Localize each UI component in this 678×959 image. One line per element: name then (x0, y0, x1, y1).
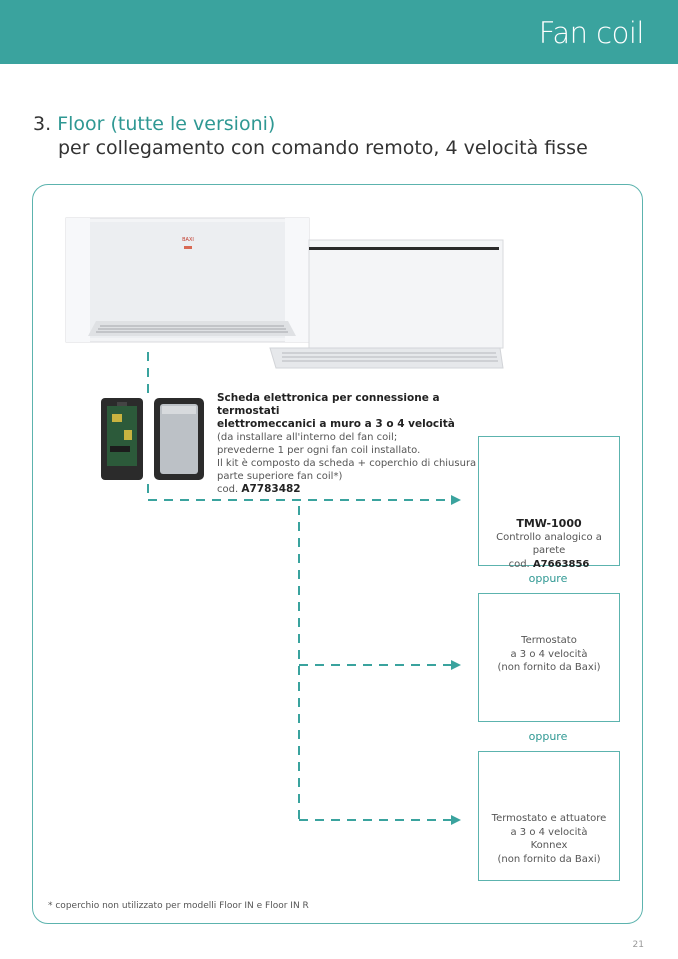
board-line2: elettromeccanici a muro a 3 o 4 velocità (217, 418, 455, 430)
section-title: Floor (tutte le versioni) (57, 113, 276, 135)
board-line4: prevederne 1 per ogni fan coil installato. (217, 445, 421, 456)
option2-line1: Termostato (521, 635, 577, 646)
section-subtitle: per collegamento con comando remoto, 4 velocità fisse (58, 137, 588, 159)
option3-line4: (non fornito da Baxi) (497, 853, 601, 865)
cover-image (154, 398, 204, 480)
option3-line3: Konnex (530, 840, 568, 851)
option-box-thermostat (478, 593, 620, 722)
option1-name: TMW-1000 (516, 517, 582, 530)
board-line6: parte superiore fan coil*) (217, 471, 343, 482)
option2-line3: (non fornito da Baxi) (497, 662, 601, 673)
fan-coil-unit-image (66, 218, 309, 342)
page-number: 21 (632, 940, 644, 950)
fan-unit-logo-text: BAXI (182, 237, 194, 243)
board-line5: Il kit è composto da scheda + coperchio di chiusura (217, 458, 477, 469)
board-line1: Scheda elettronica per connessione a termostati (217, 392, 440, 417)
oppure-label-1: oppure (528, 572, 568, 585)
option3-line2: a 3 o 4 velocità (510, 826, 588, 838)
option3-line1: Termostato e attuatore (491, 813, 607, 824)
option2-line2: a 3 o 4 velocità (510, 648, 588, 660)
option-box-tmw-1000 (478, 436, 620, 570)
oppure-label-2: oppure (528, 730, 568, 743)
section-number: 3. (33, 113, 52, 135)
board-line3: (da installare all'interno del fan coil; (217, 432, 398, 443)
arrow-heads (451, 495, 461, 825)
board-code: cod. A7783482 (217, 483, 301, 495)
board-description (217, 392, 477, 496)
header-title: Fan coil (538, 16, 644, 50)
electronic-board-image (101, 398, 143, 480)
option1-code: cod. A7663856 (508, 558, 590, 570)
option1-desc: Controllo analogico a parete (496, 531, 602, 556)
footnote: * coperchio non utilizzato per modelli Floor IN e Floor IN R (48, 901, 309, 911)
option-box-knx (478, 751, 620, 881)
